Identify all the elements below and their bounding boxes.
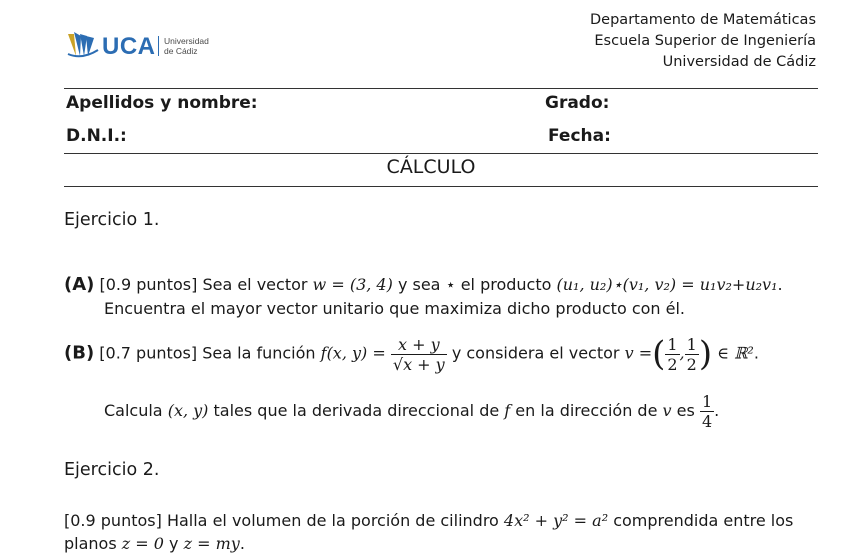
exercise-2-points: [0.9 puntos] xyxy=(64,511,162,530)
exercise-2-heading: Ejercicio 2. xyxy=(64,460,160,480)
function-definition: f(x, y) = xyxy=(320,343,386,363)
exercise-2-line-1: [0.9 puntos] Halla el volumen de la porción de cilindro 4x² + y² = a² comprendida entre los xyxy=(64,511,794,530)
page-title: CÁLCULO xyxy=(386,156,476,178)
fecha-label: Fecha: xyxy=(548,126,611,146)
department-line-3: Universidad de Cádiz xyxy=(662,54,816,70)
logo-text: UCA xyxy=(102,33,156,60)
header-rule-middle xyxy=(64,153,818,154)
exercise-1a-tag: (A) xyxy=(64,274,95,295)
exercise-1b-line-1: (B) [0.7 puntos] Sea la función f(x, y) = $\frac{x + y}{√x + y}$ y considera el vector v =( $\frac{1}{2}$ , $\frac{1}{2}$ ) ∈ ℝ². xyxy=(64,334,759,374)
vector-v-component-2: $\frac{1}{2}$ xyxy=(686,334,697,374)
exercise-1b-text: Sea la función xyxy=(202,343,316,363)
grado-label: Grado: xyxy=(545,93,610,113)
exercise-1b-text: y considera el vector xyxy=(451,343,620,363)
exercise-1a-points: [0.9 puntos] xyxy=(99,275,198,294)
exercise-1b-points: [0.7 puntos] xyxy=(99,343,198,363)
dni-label: D.N.I.: xyxy=(66,126,127,146)
exercise-1a-product-formula: (u₁, u₂)⋆(v₁, v₂) = u₁v₂+u₂v₁ xyxy=(556,275,778,294)
exercise-2-line-2: planos z = 0 y z = my. xyxy=(64,534,245,553)
plane-1: z = 0 xyxy=(121,534,164,553)
logo-emblem-icon xyxy=(66,30,100,60)
exercise-1a-text: el producto xyxy=(460,275,552,294)
plane-2: z = my xyxy=(183,534,240,553)
cylinder-equation: 4x² + y² = a² xyxy=(503,511,609,530)
directional-derivative-value: $\frac{1}{4}$ xyxy=(701,392,713,431)
university-logo xyxy=(66,30,226,62)
department-line-2: Escuela Superior de Ingeniería xyxy=(594,33,816,49)
exercise-1a-vector: w = (3, 4) xyxy=(312,275,393,294)
header-rule-bottom xyxy=(64,186,818,187)
exercise-1a-text: y sea xyxy=(397,275,441,294)
name-label: Apellidos y nombre: xyxy=(66,93,258,113)
exercise-1-heading: Ejercicio 1. xyxy=(64,210,160,230)
department-block xyxy=(590,10,816,73)
point-xy: (x, y) xyxy=(167,401,209,420)
exercise-1a-line-2: Encuentra el mayor vector unitario que maximiza dicho producto con él. xyxy=(104,299,686,318)
logo-subtitle: Universidad de Cádiz xyxy=(164,36,209,56)
exercise-1b-line-2: Calcula (x, y) tales que la derivada direccional de f en la dirección de v es $\frac{1}{4}$ . xyxy=(104,392,720,431)
logo-divider xyxy=(158,36,159,56)
department-line-1: Departamento de Matemáticas xyxy=(590,12,816,28)
real-plane: ∈ ℝ² xyxy=(717,343,754,363)
exercise-1b-tag: (B) xyxy=(64,342,95,364)
function-fraction: $\frac{x + y}{√x + y}$ xyxy=(392,334,445,374)
exercise-1a-text: Sea el vector xyxy=(202,275,308,294)
exercise-1a-line-1: (A) [0.9 puntos] Sea el vector w = (3, 4) y sea ⋆ el producto (u₁, u₂)⋆(v₁, v₂) = u₁v₂+u₂v₁. xyxy=(64,274,783,295)
header-rule-top xyxy=(64,88,818,89)
vector-v-component-1: $\frac{1}{2}$ xyxy=(667,334,678,374)
star-operator: ⋆ xyxy=(445,275,456,294)
vector-v: v = xyxy=(624,343,653,363)
